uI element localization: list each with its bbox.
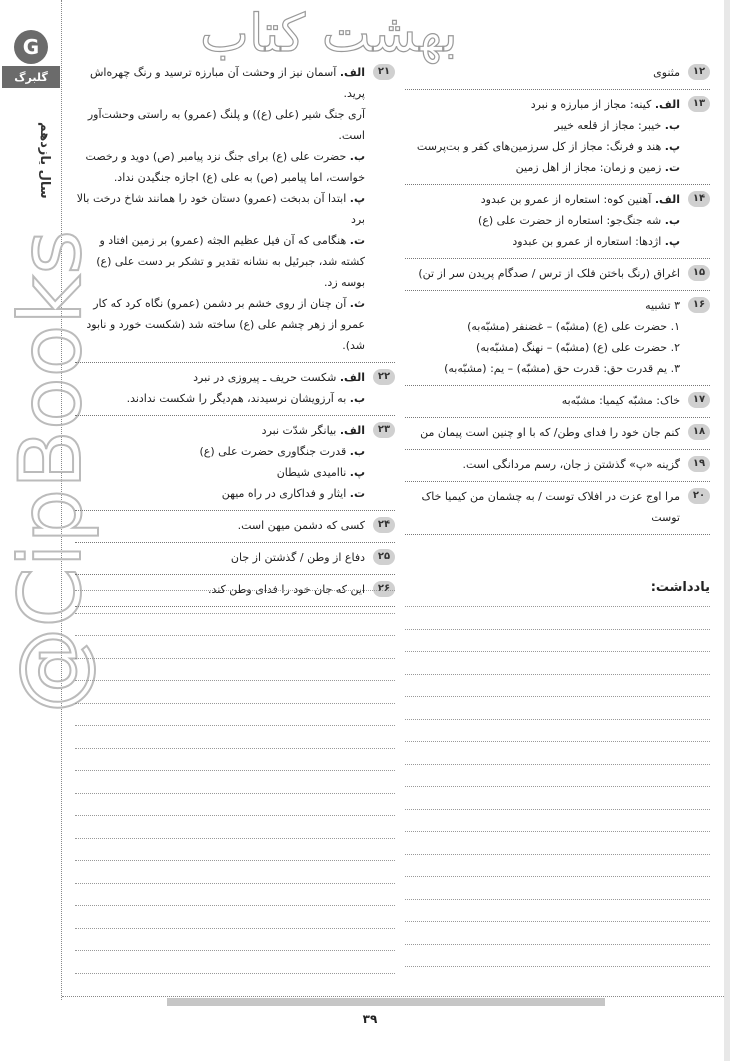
note-line [75, 973, 395, 974]
answer-text: قدرت جنگاوری حضرت علی (ع) [199, 445, 347, 458]
answer-label: الف. [339, 371, 365, 384]
page-edge [724, 0, 730, 1061]
note-line [405, 674, 710, 675]
answer-text: مثنوی [653, 66, 680, 79]
answer-label: پ. [349, 192, 365, 205]
question-number-badge: ۱۴ [688, 191, 710, 207]
answer-label: الف. [339, 66, 365, 79]
question-item [405, 291, 710, 386]
question-number-badge: ۲۱ [373, 64, 395, 80]
answer-text: کسی که دشمن میهن است. [237, 519, 365, 532]
answer-text: ۳ تشبیه [645, 299, 680, 312]
question-number-badge: ۱۲ [688, 64, 710, 80]
answer-body [75, 367, 395, 409]
answer-line [405, 337, 680, 358]
answer-line [75, 483, 365, 504]
answer-body [405, 189, 710, 252]
answer-label: ب. [349, 392, 365, 405]
note-line [405, 741, 710, 742]
answer-line [405, 358, 680, 379]
question-number-badge: ۲۳ [373, 422, 395, 438]
question-item [405, 386, 710, 418]
note-line [75, 725, 395, 726]
answer-text: این که جان خود را فدای وطن کند. [207, 583, 365, 596]
answer-body [405, 422, 710, 443]
answer-text: به آرزویشان نرسیدند، هم‌دیگر را شکست ندادند. [126, 392, 347, 405]
side-strip [0, 0, 101, 1000]
answer-line [75, 547, 365, 568]
answer-line [405, 263, 680, 284]
question-number-badge: ۱۳ [688, 96, 710, 112]
note-line [75, 635, 395, 636]
note-line [405, 921, 710, 922]
answer-line [405, 157, 680, 178]
question-number-badge: ۲۲ [373, 369, 395, 385]
note-line [405, 831, 710, 832]
answer-line [405, 486, 680, 528]
note-line [405, 764, 710, 765]
answer-text: گزینه «پ» گذشتن ز جان، رسم مردانگی است. [462, 458, 680, 471]
answer-text: ۱. حضرت علی (ع) (مشبّه) – غضنفر (مشبّه‌به) [467, 320, 680, 333]
answer-text: آری جنگ شیر (علی (ع)) و پلنگ (عمرو) به راستی وحشت‌آور است. [87, 108, 365, 142]
answer-line [405, 189, 680, 210]
answer-body [75, 62, 395, 356]
answer-line [405, 422, 680, 443]
answer-line [75, 188, 365, 230]
answer-body [405, 295, 710, 379]
answer-text: شه جنگ‌جو: استعاره از حضرت علی (ع) [478, 214, 662, 227]
answer-text: حضرت علی (ع) برای جنگ نزد پیامبر (ص) دوید و رخصت خواست، اما پیامبر (ص) به علی (ع) اجازه جنگیدن نداد. [85, 150, 365, 184]
note-line [75, 838, 395, 839]
question-number-badge: ۱۸ [688, 424, 710, 440]
answer-line [405, 62, 680, 83]
answer-label: پ. [349, 466, 365, 479]
answer-body [75, 515, 395, 536]
question-number-badge: ۱۶ [688, 297, 710, 313]
note-line [405, 696, 710, 697]
answer-text: کینه: مجاز از مبارزه و نبرد [530, 98, 652, 111]
answer-line [405, 231, 680, 252]
answer-label: الف. [654, 193, 680, 206]
answer-line [405, 94, 680, 115]
right-column [405, 58, 710, 535]
answer-line [75, 420, 365, 441]
note-line [405, 899, 710, 900]
note-line [405, 966, 710, 967]
answer-line [405, 454, 680, 475]
answer-line [405, 136, 680, 157]
note-line [75, 658, 395, 659]
answer-label: ت. [664, 161, 680, 174]
note-line [75, 950, 395, 951]
answer-text: دفاع از وطن / گذشتن از جان [230, 551, 365, 564]
answer-line [405, 295, 680, 316]
answer-text: ایثار و فداکاری در راه میهن [221, 487, 347, 500]
note-line [75, 860, 395, 861]
note-line [75, 928, 395, 929]
answer-line [75, 367, 365, 388]
answer-line [75, 230, 365, 293]
question-item [75, 543, 395, 575]
question-number-badge: ۱۹ [688, 456, 710, 472]
note-line [405, 854, 710, 855]
note-line [75, 680, 395, 681]
answer-text: مرا اوج عزت در افلاک توست / به چشمان من کیمیا خاک توست [421, 490, 680, 524]
left-column [75, 58, 395, 607]
answer-line [405, 115, 680, 136]
answer-text: آسمان نیز از وحشت آن مبارزه ترسید و رنگ چهره‌اش پرید. [89, 66, 365, 100]
question-item [75, 363, 395, 416]
answer-label: ب. [349, 445, 365, 458]
question-number-badge: ۲۵ [373, 549, 395, 565]
answer-text: ۲. حضرت علی (ع) (مشبّه) – نهنگ (مشبّه‌به) [476, 341, 680, 354]
question-item [405, 185, 710, 259]
page-number: ۳۹ [362, 1012, 378, 1026]
answer-line [405, 316, 680, 337]
answer-text: شکست حریف ـ پیروزی در نبرد [193, 371, 337, 384]
answer-label: پ. [664, 140, 680, 153]
answer-body [405, 94, 710, 178]
note-line [405, 629, 710, 630]
answer-text: زمین و زمان: مجاز از اهل زمین [515, 161, 662, 174]
header-watermark: بهشت کتاب [200, 4, 458, 64]
answer-label: الف. [654, 98, 680, 111]
answer-text: خاک: مشبّه کیمیا: مشبّه‌به [561, 394, 680, 407]
answer-label: الف. [339, 424, 365, 437]
note-line [405, 719, 710, 720]
answer-label: ت. [349, 487, 365, 500]
answer-body [75, 420, 395, 504]
answer-text: هنگامی که آن فیل عظیم الجثه (عمرو) بر زمین افتاد و کشته شد، جبرئیل به نشانه تقدیر و تشکر بر دست علی (ع) بوسه زد. [96, 234, 365, 289]
note-line [75, 905, 395, 906]
note-line [75, 770, 395, 771]
answer-label: ت. [349, 234, 365, 247]
question-item [405, 450, 710, 482]
note-line [75, 613, 395, 614]
note-line [75, 703, 395, 704]
answer-line [405, 210, 680, 231]
answer-text: ابتدا آن بدبخت (عمرو) دستان خود را همانند شاخ درخت بالا برد [76, 192, 365, 226]
note-line [75, 748, 395, 749]
answer-line [75, 104, 365, 146]
question-number-badge: ۱۷ [688, 392, 710, 408]
answer-body [405, 454, 710, 475]
note-line [405, 876, 710, 877]
note-line [405, 809, 710, 810]
question-item [405, 482, 710, 535]
question-item [405, 418, 710, 450]
question-number-badge: ۲۴ [373, 517, 395, 533]
answer-text: بیانگر شدّت نبرد [261, 424, 337, 437]
answer-text: اژدها: استعاره از عمرو بن عبدود [512, 235, 662, 248]
answer-label: ب. [349, 150, 365, 163]
question-item [405, 259, 710, 291]
note-line [405, 651, 710, 652]
answer-line [75, 441, 365, 462]
notes-title: یادداشت: [650, 580, 710, 595]
answer-label: ث. [349, 297, 365, 310]
answer-body [75, 547, 395, 568]
note-line [75, 883, 395, 884]
answer-label: ب. [664, 119, 680, 132]
note-line [75, 793, 395, 794]
answer-text: ۳. یم قدرت حق: قدرت حق (مشبّه) – یم: (مشبّه‌به) [444, 362, 680, 375]
question-number-badge: ۲۰ [688, 488, 710, 504]
question-item [75, 58, 395, 363]
footer-bar [167, 998, 605, 1006]
notes-lines-left [75, 590, 395, 995]
answer-body [405, 263, 710, 284]
answer-label: ب. [664, 214, 680, 227]
note-line [75, 590, 395, 591]
answer-text: آهنین کوه: استعاره از عمرو بن عبدود [480, 193, 652, 206]
question-item [75, 416, 395, 511]
answer-text: آن چنان از روی خشم بر دشمن (عمرو) نگاه کرد که کار عمرو از زهر چشم علی (ع) ساخته شد (شکست خورد و نابود شد). [86, 297, 365, 352]
answer-line [75, 515, 365, 536]
answer-body [405, 486, 710, 528]
notes-section [405, 580, 710, 601]
answer-line [75, 62, 365, 104]
answer-line [75, 388, 365, 409]
note-line [405, 606, 710, 607]
answer-line [75, 146, 365, 188]
answer-text: کنم جان خود را فدای وطن/ که با او چنین است پیمان من [420, 426, 680, 439]
brand-logo-icon: G [14, 30, 48, 64]
note-line [75, 815, 395, 816]
answer-label: پ. [664, 235, 680, 248]
answer-text: ناامیدی شیطان [276, 466, 347, 479]
answer-line [405, 390, 680, 411]
question-number-badge: ۲۶ [373, 581, 395, 597]
note-line [405, 944, 710, 945]
answer-text: خیبر: مجاز از قلعه خیبر [554, 119, 662, 132]
answer-line [75, 293, 365, 356]
question-item [405, 58, 710, 90]
grade-label: سال یازدهم [37, 121, 52, 199]
question-item [75, 511, 395, 543]
note-line [405, 786, 710, 787]
notes-lines-right [405, 606, 710, 989]
answer-body [405, 62, 710, 83]
answer-text: اغراق (رنگ باختن فلک از ترس / صدگام پریدن سر از تن) [418, 267, 680, 280]
side-watermark: @CipBooks [1, 230, 101, 714]
brand-label: گلبرگ [2, 66, 60, 88]
answer-text: هند و فرنگ: مجاز از کل سرزمین‌های کفر و بت‌پرست [416, 140, 662, 153]
bottom-rule [62, 996, 730, 997]
question-item [405, 90, 710, 185]
answer-body [405, 390, 710, 411]
answer-line [75, 462, 365, 483]
question-number-badge: ۱۵ [688, 265, 710, 281]
